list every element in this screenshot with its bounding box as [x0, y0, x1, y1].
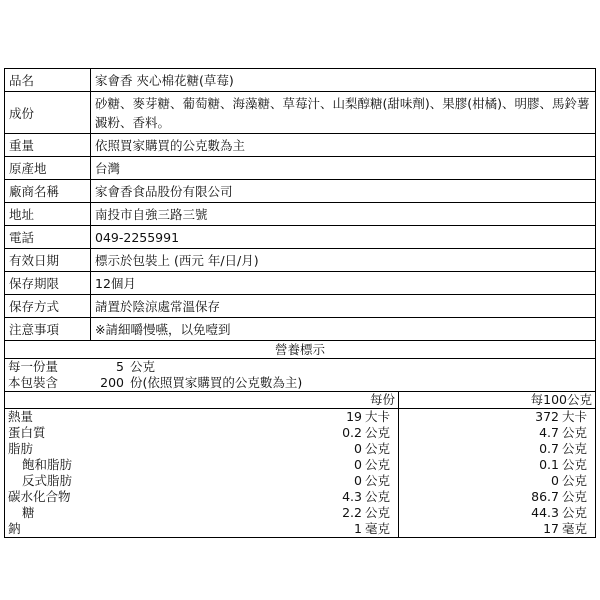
per-100g-value: 44.3 [531, 505, 559, 520]
nutrient-row [5, 441, 596, 457]
info-value: 台灣 [91, 157, 596, 180]
per-serving-value: 2.2 [342, 505, 362, 520]
per-serving-header: 每份 [202, 392, 399, 409]
nutrient-row [5, 457, 596, 473]
per-100g-unit: 公克 [562, 457, 588, 472]
info-value: 049-2255991 [91, 226, 596, 249]
info-row [5, 295, 596, 318]
per-100g-value: 86.7 [531, 489, 559, 504]
per-serving-unit: 公克 [365, 457, 391, 472]
per-serving-unit: 公克 [365, 441, 391, 456]
info-value: ※請細嚼慢嚥，以免噎到 [91, 318, 596, 341]
info-label: 廠商名稱 [5, 180, 91, 203]
per-serving-value: 0.2 [342, 425, 362, 440]
nutrient-row [5, 425, 596, 441]
per-serving-unit: 公克 [365, 489, 391, 504]
info-value: 12個月 [91, 272, 596, 295]
info-value: 砂糖、麥芽糖、葡萄糖、海藻糖、草莓汁、山梨醇糖(甜味劑)、果膠(柑橘)、明膠、馬鈴薯澱粉、香料。 [91, 92, 596, 134]
per-100g-unit: 公克 [562, 473, 588, 488]
servings-unit: 份(依照買家購買的公克數為主) [130, 375, 303, 390]
per-100g-unit: 公克 [562, 505, 588, 520]
nutrition-facts-table [4, 340, 596, 538]
per-100g-unit: 公克 [562, 425, 588, 440]
per-serving-value: 4.3 [342, 489, 362, 504]
per-serving-unit: 毫克 [365, 521, 391, 536]
nutrient-row [5, 489, 596, 505]
per-serving-value: 0 [354, 441, 362, 456]
nutrient-row [5, 409, 596, 426]
serving-size-label: 每一份量 [8, 359, 59, 374]
per-serving-unit: 大卡 [365, 409, 391, 424]
nutrient-name: 反式脂肪 [22, 473, 73, 488]
servings-value: 200 [100, 375, 124, 390]
info-label: 保存期限 [5, 272, 91, 295]
nutrient-name: 熱量 [8, 409, 34, 424]
info-row [5, 69, 596, 92]
nutrient-name: 蛋白質 [8, 425, 46, 440]
info-value: 家會香食品股份有限公司 [91, 180, 596, 203]
per-serving-unit: 公克 [365, 505, 391, 520]
info-label: 電話 [5, 226, 91, 249]
nutrient-name: 飽和脂肪 [22, 457, 73, 472]
per-100g-value: 0.1 [539, 457, 559, 472]
info-label: 重量 [5, 134, 91, 157]
info-row [5, 249, 596, 272]
per-100g-value: 372 [535, 409, 559, 424]
per-serving-value: 19 [346, 409, 362, 424]
nutrient-name: 鈉 [8, 521, 21, 536]
per-100g-unit: 大卡 [562, 409, 588, 424]
info-row [5, 226, 596, 249]
servings-per-package-row [5, 375, 596, 392]
info-row [5, 134, 596, 157]
info-row [5, 203, 596, 226]
per-100g-value: 0 [551, 473, 559, 488]
nutrient-name: 糖 [22, 505, 35, 520]
nutrient-row [5, 521, 596, 538]
info-label: 保存方式 [5, 295, 91, 318]
per-serving-unit: 公克 [365, 473, 391, 488]
per-serving-unit: 公克 [365, 425, 391, 440]
info-row [5, 318, 596, 341]
info-label: 原產地 [5, 157, 91, 180]
nutrient-column-header [5, 392, 202, 409]
info-value: 南投市自強三路三號 [91, 203, 596, 226]
nutrition-title: 營養標示 [5, 341, 596, 359]
per-100g-unit: 公克 [562, 441, 588, 456]
serving-size-row [5, 359, 596, 376]
nutrient-name: 脂肪 [8, 441, 34, 456]
info-value: 依照買家購買的公克數為主 [91, 134, 596, 157]
per-100g-value: 17 [543, 521, 559, 536]
info-label: 成份 [5, 92, 91, 134]
info-label: 有效日期 [5, 249, 91, 272]
per-100g-unit: 公克 [562, 489, 588, 504]
info-label: 注意事項 [5, 318, 91, 341]
info-row [5, 157, 596, 180]
per-100g-value: 0.7 [539, 441, 559, 456]
info-row [5, 272, 596, 295]
per-serving-value: 0 [354, 473, 362, 488]
per-100g-header: 每100公克 [399, 392, 596, 409]
info-label: 品名 [5, 69, 91, 92]
nutrient-row [5, 473, 596, 489]
info-value: 家會香 夾心棉花糖(草莓) [91, 69, 596, 92]
per-serving-value: 0 [354, 457, 362, 472]
servings-label: 本包裝含 [8, 375, 59, 390]
per-100g-value: 4.7 [539, 425, 559, 440]
info-row [5, 92, 596, 134]
nutrient-name: 碳水化合物 [8, 489, 71, 504]
serving-size-value: 5 [116, 359, 124, 374]
serving-size-unit: 公克 [130, 359, 156, 374]
product-label-sheet [4, 68, 596, 538]
product-info-table [4, 68, 596, 341]
nutrient-row [5, 505, 596, 521]
info-row [5, 180, 596, 203]
info-value: 標示於包裝上 (西元 年/日/月) [91, 249, 596, 272]
info-label: 地址 [5, 203, 91, 226]
per-serving-value: 1 [354, 521, 362, 536]
info-value: 請置於陰涼處常溫保存 [91, 295, 596, 318]
per-100g-unit: 毫克 [562, 521, 588, 536]
